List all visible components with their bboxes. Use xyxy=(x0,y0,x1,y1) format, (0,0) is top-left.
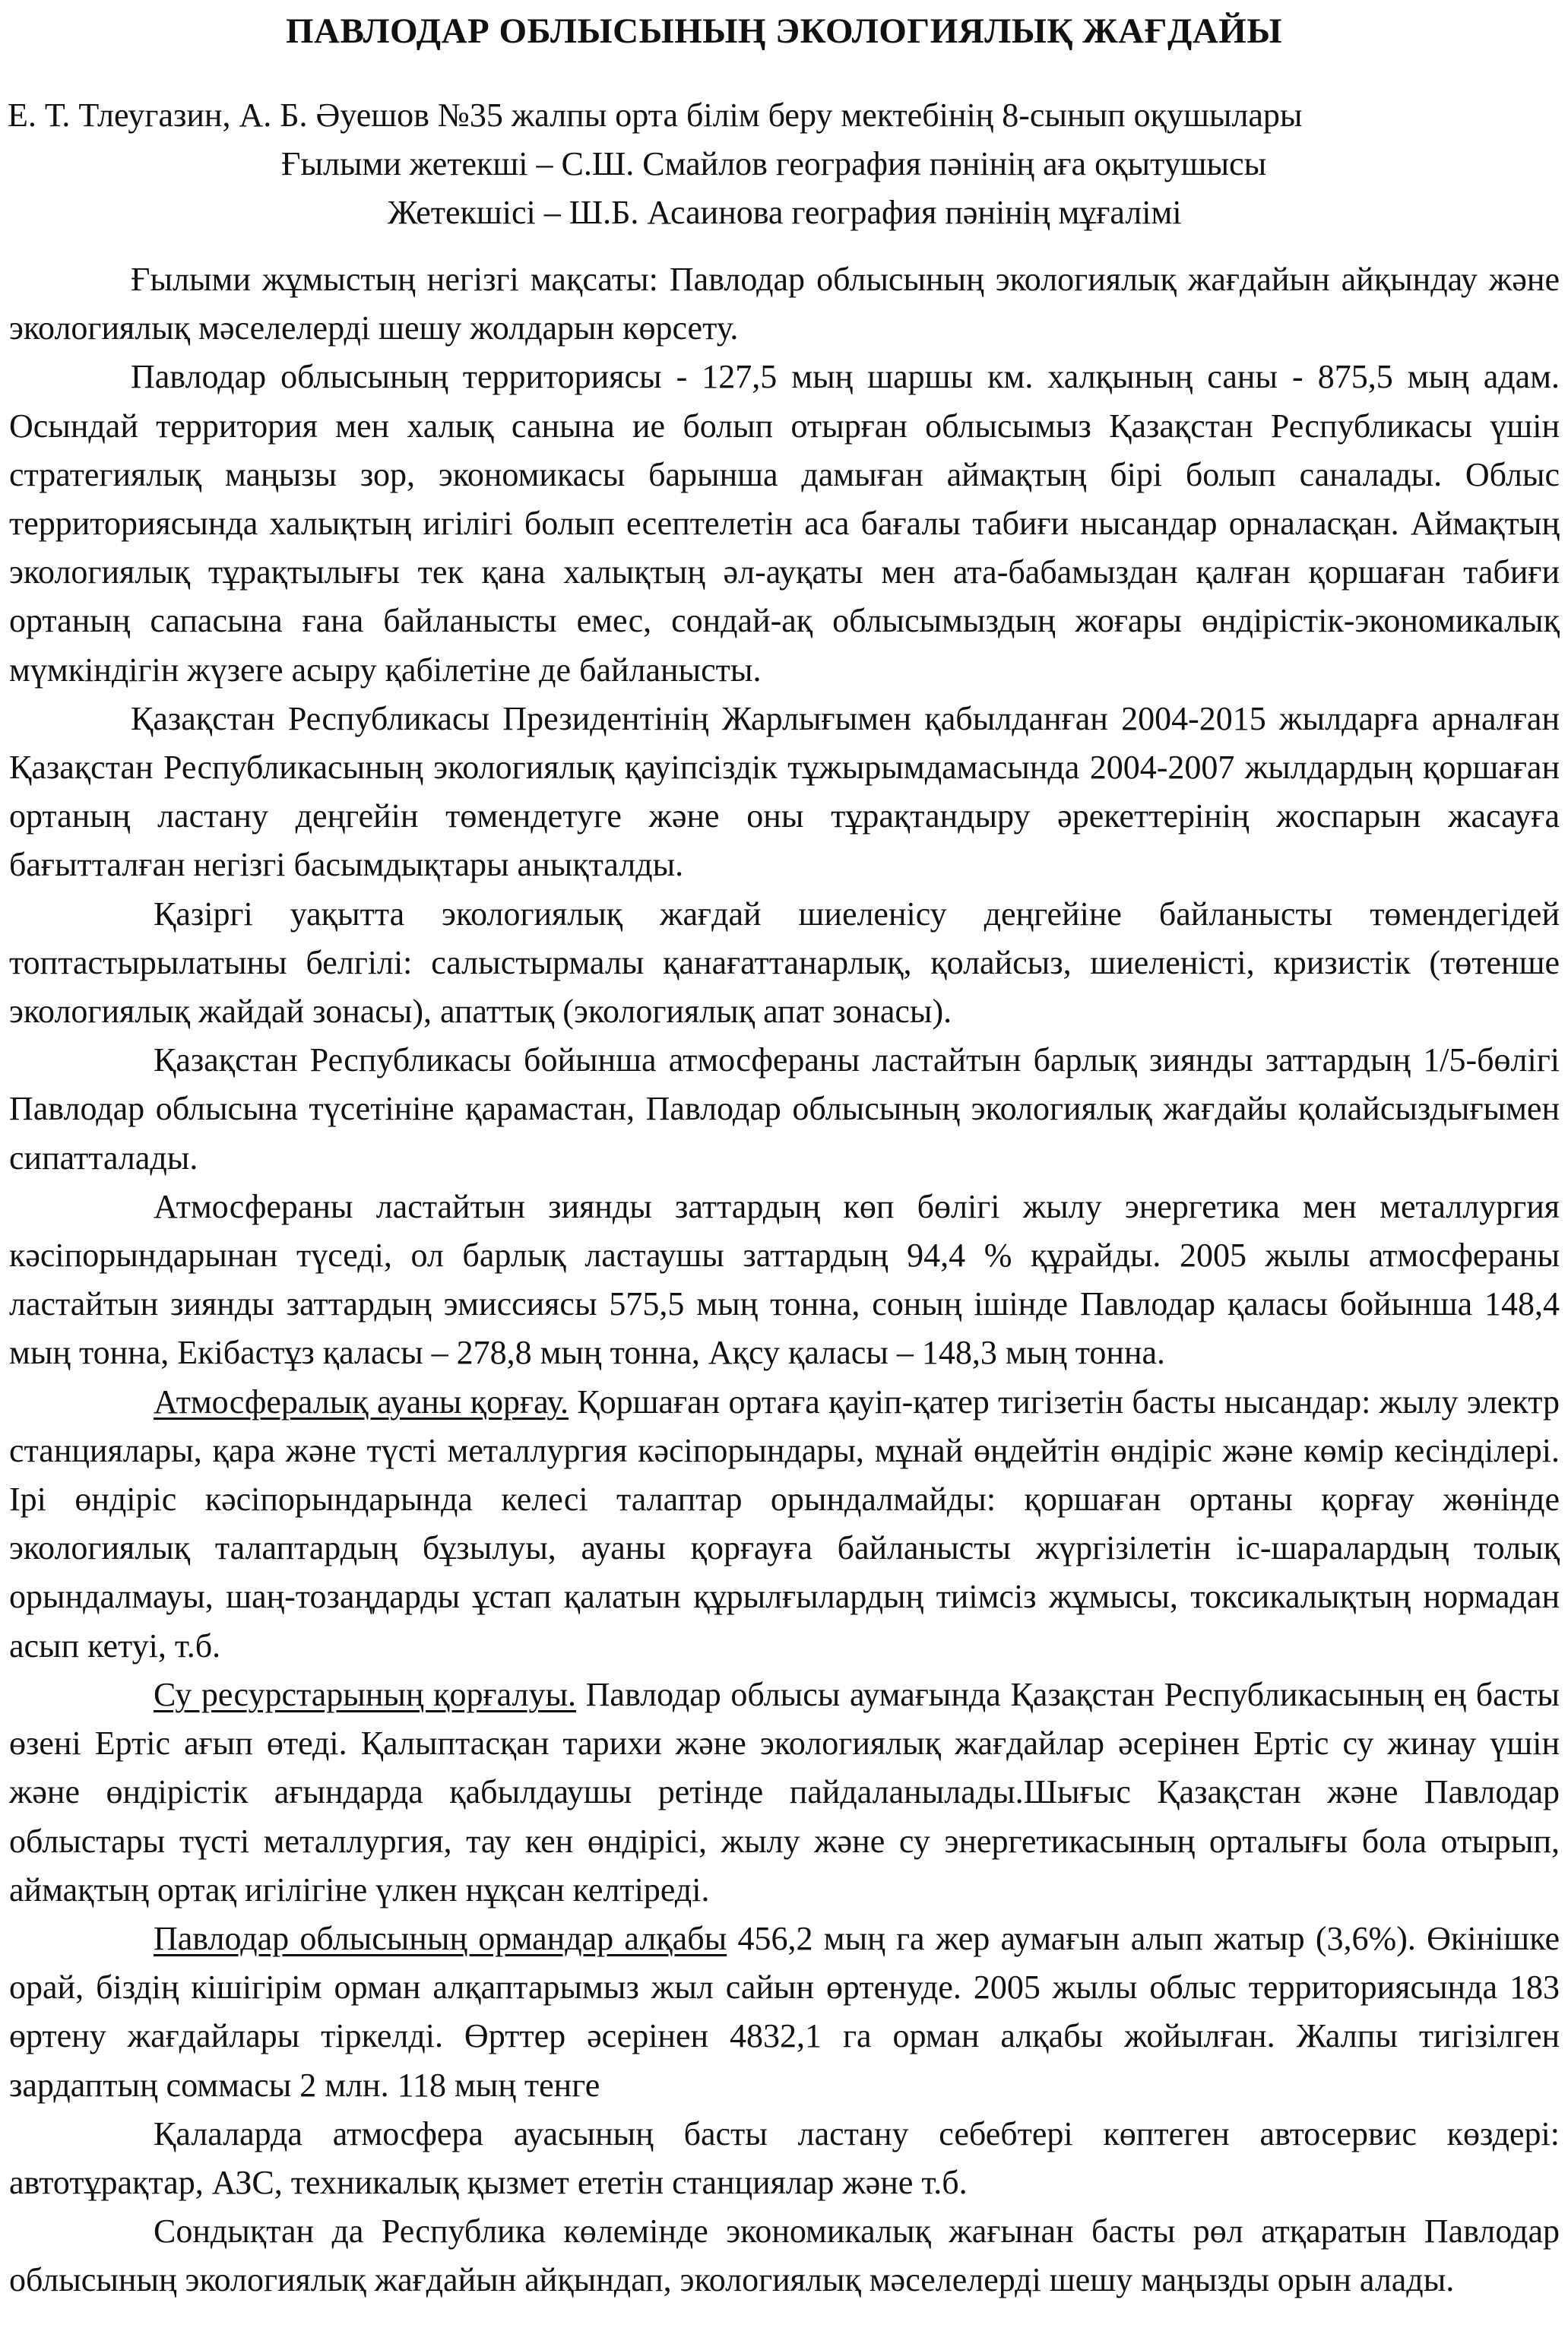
paragraph-text: 456,2 мың га жер аумағын алып жатыр (3,6%). Өкінішке орай, біздің кішігірім орман алқаптарымыз жыл сайын өртенуде. 2005 жылы облыс территориясында 183 өртену жағдайлары тіркелді. Өрттер әсерінен 4832,1 га орман алқабы жойылған. Жалпы тигізілген зардаптың соммасы 2 млн. 118 мың тенге xyxy=(9,1919,1560,2104)
paragraph-water-protection xyxy=(9,1671,1560,1915)
section-heading-air: Атмосфералық ауаны қорғау. xyxy=(154,1383,569,1421)
paragraph-city-pollution xyxy=(9,2110,1560,2207)
section-heading-forests: Павлодар облысының ормандар алқабы xyxy=(154,1919,727,1957)
paragraph-text: Қалаларда атмосфера ауасының басты ластану себебтері көптеген автосервис көздері: автотұрақтар, АЗС, техникалық қызмет ететін станциялар және т.б. xyxy=(9,2114,1560,2201)
paragraph-concept xyxy=(9,695,1560,890)
paragraph-text: Ғылыми жұмыстың негізгі мақсаты: Павлодар облысының экологиялық жағдайын айқындау және экологиялық мәселелерді шешу жолдарын көрсету. xyxy=(9,261,1560,347)
document-body xyxy=(9,255,1560,2305)
paragraph-pollution-share xyxy=(9,1036,1560,1183)
document-title: ПАВЛОДАР ОБЛЫСЫНЫҢ ЭКОЛОГИЯЛЫҚ ЖАҒДАЙЫ xyxy=(285,11,1283,51)
paragraph-text: Сондықтан да Республика көлемінде экономикалық жағынан басты рөл атқаратын Павлодар облысының экологиялық жағдайын айқындап, экологиялық мәселелерді шешу маңызды орын алады. xyxy=(9,2213,1560,2299)
authors-line: Е. Т. Тлеугазин, А. Б. Әуешов №35 жалпы орта білім беру мектебінің 8-сынып оқушылары xyxy=(8,97,1303,134)
paragraph-text: Қазақстан Республикасы бойынша атмосфераны ластайтын барлық зиянды заттардың 1/5-бөлігі Павлодар облысына түсетініне қарамастан, Павлодар облысының экологиялық жағдайы қолайсыздығымен сипатталады. xyxy=(9,1041,1560,1177)
paragraph-text: Қазіргі уақытта экологиялық жағдай шиеленісу деңгейіне байланысты төмендегідей топтастырылатыны белгілі: салыстырмалы қанағаттанарлық, қолайсыз, шиеленісті, кризистік (төтенше экологиялық жайдай зонасы), апаттық (экологиялық апат зонасы). xyxy=(9,895,1560,1031)
paragraph-emissions xyxy=(9,1183,1560,1378)
scientific-advisor-line: Ғылыми жетекші – С.Ш. Смайлов география пәнінің аға оқытушысы xyxy=(281,145,1267,182)
paragraph-air-protection xyxy=(9,1378,1560,1671)
paragraph-text: Павлодар облысы аумағында Қазақстан Республикасының ең басты өзені Ертіс ағып өтеді. Қалыптасқан тарихи және экологиялық жағдайлар әсерінен Ертіс су жинау үшін және өндірістік ағындарда қабылдаушы ретінде пайдаланылады.Шығыс Қазақстан және Павлодар облыстары түсті металлургия, тау кен өндірісі, жылу және су энергетикасының орталығы бола отырып, аймақтың ортақ игілігіне үлкен нұқсан келтіреді. xyxy=(9,1675,1560,1908)
paragraph-text: Қазақстан Республикасы Президентінің Жарлығымен қабылданған 2004-2015 жылдарға арналған Қазақстан Республикасының экологиялық қауіпсіздік тұжырымдамасында 2004-2007 жылдардың қоршаған ортаның ластану деңгейін төмендетуге және оны тұрақтандыру әрекеттерінің жоспарын жасауға бағытталған негізгі басымдықтары анықталды. xyxy=(9,699,1560,884)
paragraph-forests xyxy=(9,1915,1560,2110)
supervisor-line: Жетекшісі – Ш.Б. Асаинова география пәнінің мұғалімі xyxy=(388,194,1182,231)
paragraph-classification xyxy=(9,890,1560,1037)
paragraph-text: Қоршаған ортаға қауіп-қатер тигізетін басты нысандар: жылу электр станциялары, қара және түсті металлургия кәсіпорындары, мұнай өңдейтін өндіріс және көмір кесінділері. Ірі өндіріс кәсіпорындарында келесі талаптар орындалмайды: қоршаған ортаны қорғау жөнінде экологиялық талаптардың бұзылуы, ауаны қорғауға байланысты жүргізілетін іс-шаралардың толық орындалмауы, шаң-тозаңдарды ұстап қалатын құрылғылардың тиімсіз жұмысы, токсикалықтың нормадан асып кетуі, т.б. xyxy=(9,1383,1560,1665)
paragraph-territory xyxy=(9,353,1560,694)
paragraph-conclusion xyxy=(9,2207,1560,2304)
author-block xyxy=(0,91,1568,237)
section-heading-water: Су ресурстарының қорғалуы. xyxy=(154,1675,577,1713)
paragraph-text: Павлодар облысының территориясы - 127,5 мың шаршы км. халқының саны - 875,5 мың адам. Осындай территория мен халық санына ие болып отырған облысымыз Қазақстан Республикасы үшін стратегиялық маңызы зор, экономикасы барынша дамыған аймақтың бірі болып саналады. Облыс территориясында халықтың игілігі болып есептелетін аса бағалы табиғи нысандар орналасқан. Аймақтың экологиялық тұрақтылығы тек қана халықтың әл-ауқаты мен ата-бабамыздан қалған қоршаған табиғи ортаның сапасына ғана байланысты емес, сондай-ақ облысымыздың жоғары өндірістік-экономикалық мүмкіндігін жүзеге асыру қабілетіне де байланысты. xyxy=(9,358,1560,689)
paragraph-text: Атмосфераны ластайтын зиянды заттардың көп бөлігі жылу энергетика мен металлургия кәсіпорындарынан түседі, ол барлық ластаушы заттардың 94,4 % құрайды. 2005 жылы атмосфераны ластайтын зиянды заттардың эмиссиясы 575,5 мың тонна, соның ішінде Павлодар қаласы бойынша 148,4 мың тонна, Екібастұз қаласы – 278,8 мың тонна, Ақсу қаласы – 148,3 мың тонна. xyxy=(9,1187,1560,1372)
paragraph-aim xyxy=(9,255,1560,353)
